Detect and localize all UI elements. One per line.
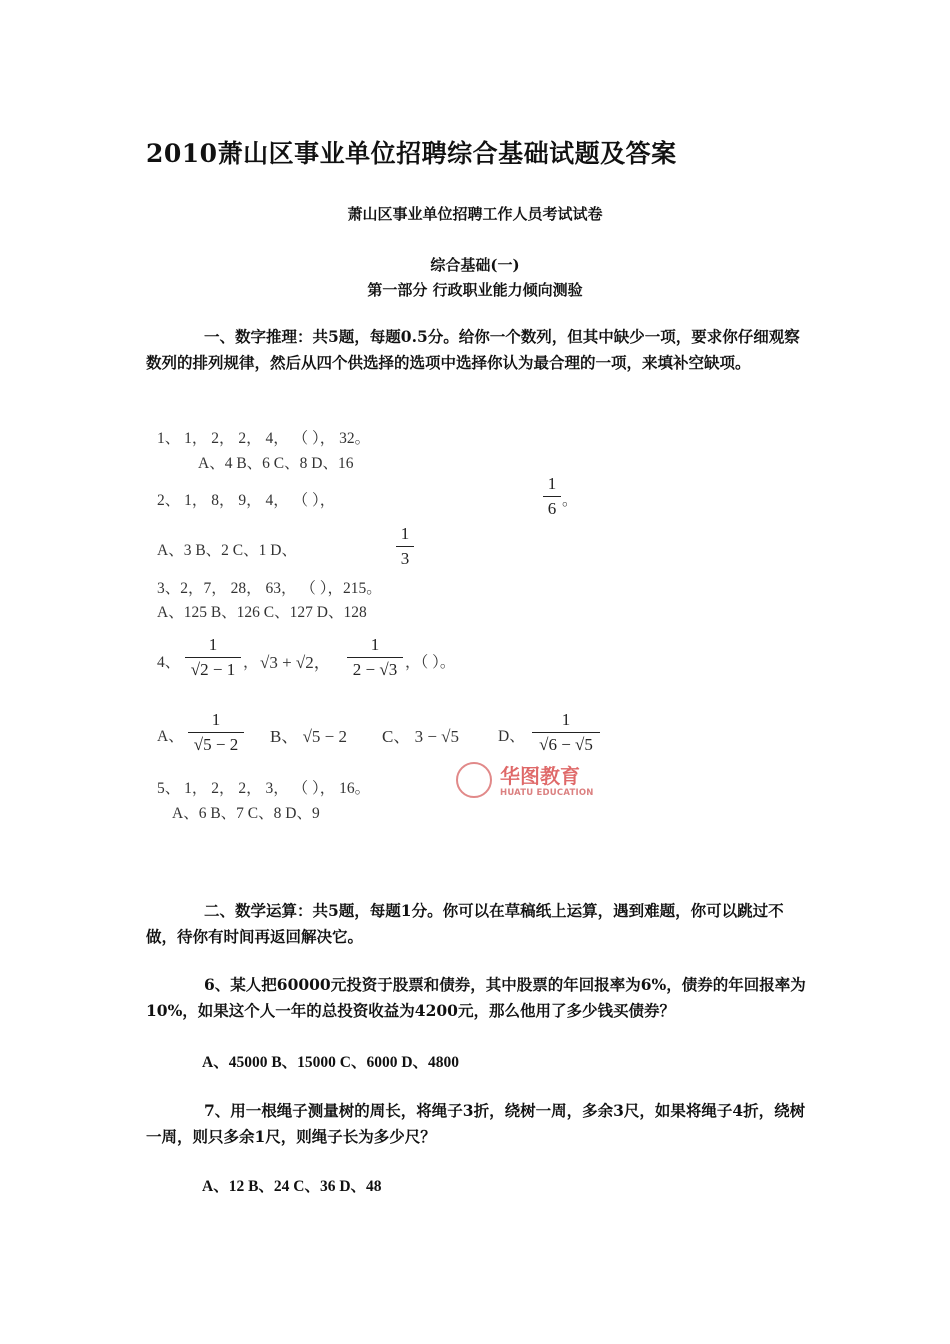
math-operation-intro: 二、数学运算：共5题，每题1分。你可以在草稿纸上运算，遇到难题，你可以跳过不做，待你有时间再返回解决它。	[146, 901, 784, 946]
question-4-sep: ，	[243, 654, 259, 671]
question-4-option-a-label: A、	[157, 728, 184, 745]
question-3-options: A、125 B、126 C、127 D、128	[157, 604, 367, 621]
section-heading: 综合基础(一)	[430, 256, 520, 274]
question-4-option-d-label: D、	[498, 728, 525, 745]
question-4-option-d: 1 √6 − √5	[532, 710, 600, 755]
document-title: 2010萧山区事业单位招聘综合基础试题及答案	[146, 139, 677, 168]
question-7-stem: 7、用一根绳子测量树的周长，将绳子3折，绕树一周，多余3尺，如果将绳子4折，绕树一周，则只多余1尺，则绳子长为多少尺？	[146, 1101, 806, 1146]
question-4-label: 4、	[157, 654, 181, 671]
question-4-option-b: B、 √5 − 2	[270, 727, 348, 746]
question-2-fraction: 1 6	[543, 474, 561, 519]
huatu-logo: 华图教育 HUATU EDUCATION	[456, 760, 606, 802]
seal-icon	[456, 762, 492, 798]
question-4-term-3: 1 2 − √3	[347, 635, 403, 680]
question-1-options: A、4 B、6 C、8 D、16	[198, 455, 354, 472]
question-6-stem: 6、某人把60000元投资于股票和债券，其中股票的年回报率为6%，债券的年回报率为10%，如果这个人一年的总投资收益为4200元，那么他用了多少钱买债券？	[146, 975, 806, 1020]
exam-subtitle: 萧山区事业单位招聘工作人员考试试卷	[347, 205, 603, 223]
question-1-stem: 1、 1， 2， 2， 4， （ ）， 32。	[157, 430, 371, 447]
question-5-stem: 5、 1， 2， 2， 3， （ ）， 16。	[157, 780, 371, 797]
question-4-option-c: C、 3 − √5	[382, 727, 460, 746]
question-4-term-2: √3 + √2，	[260, 653, 331, 672]
question-2-options: A、3 B、2 C、1 D、	[157, 542, 297, 559]
number-reasoning-intro: 一、数字推理：共5题，每题0.5分。给你一个数列，但其中缺少一项，要求你仔细观察数列的排列规律，然后从四个供选择的选项中选择你认为最合理的一项，来填补空缺项。	[146, 327, 800, 372]
question-2-option-d-fraction: 1 3	[396, 524, 414, 569]
question-2-end: 。	[562, 492, 578, 509]
question-6-options: A、45000 B、15000 C、6000 D、4800	[202, 1054, 460, 1071]
question-5-options: A、6 B、7 C、8 D、9	[172, 805, 320, 822]
question-4-tail: ，（ ）。	[405, 654, 456, 671]
question-4-option-a: 1 √5 − 2	[188, 710, 244, 755]
question-3-stem: 3、2，7， 28， 63， （ ），215。	[157, 580, 382, 597]
question-2-stem: 2、 1， 8， 9， 4， （ ），	[157, 492, 336, 509]
question-4-term-1: 1 √2 − 1	[185, 635, 241, 680]
part-heading: 第一部分 行政职业能力倾向测验	[367, 281, 583, 299]
question-7-options: A、12 B、24 C、36 D、48	[202, 1178, 382, 1195]
